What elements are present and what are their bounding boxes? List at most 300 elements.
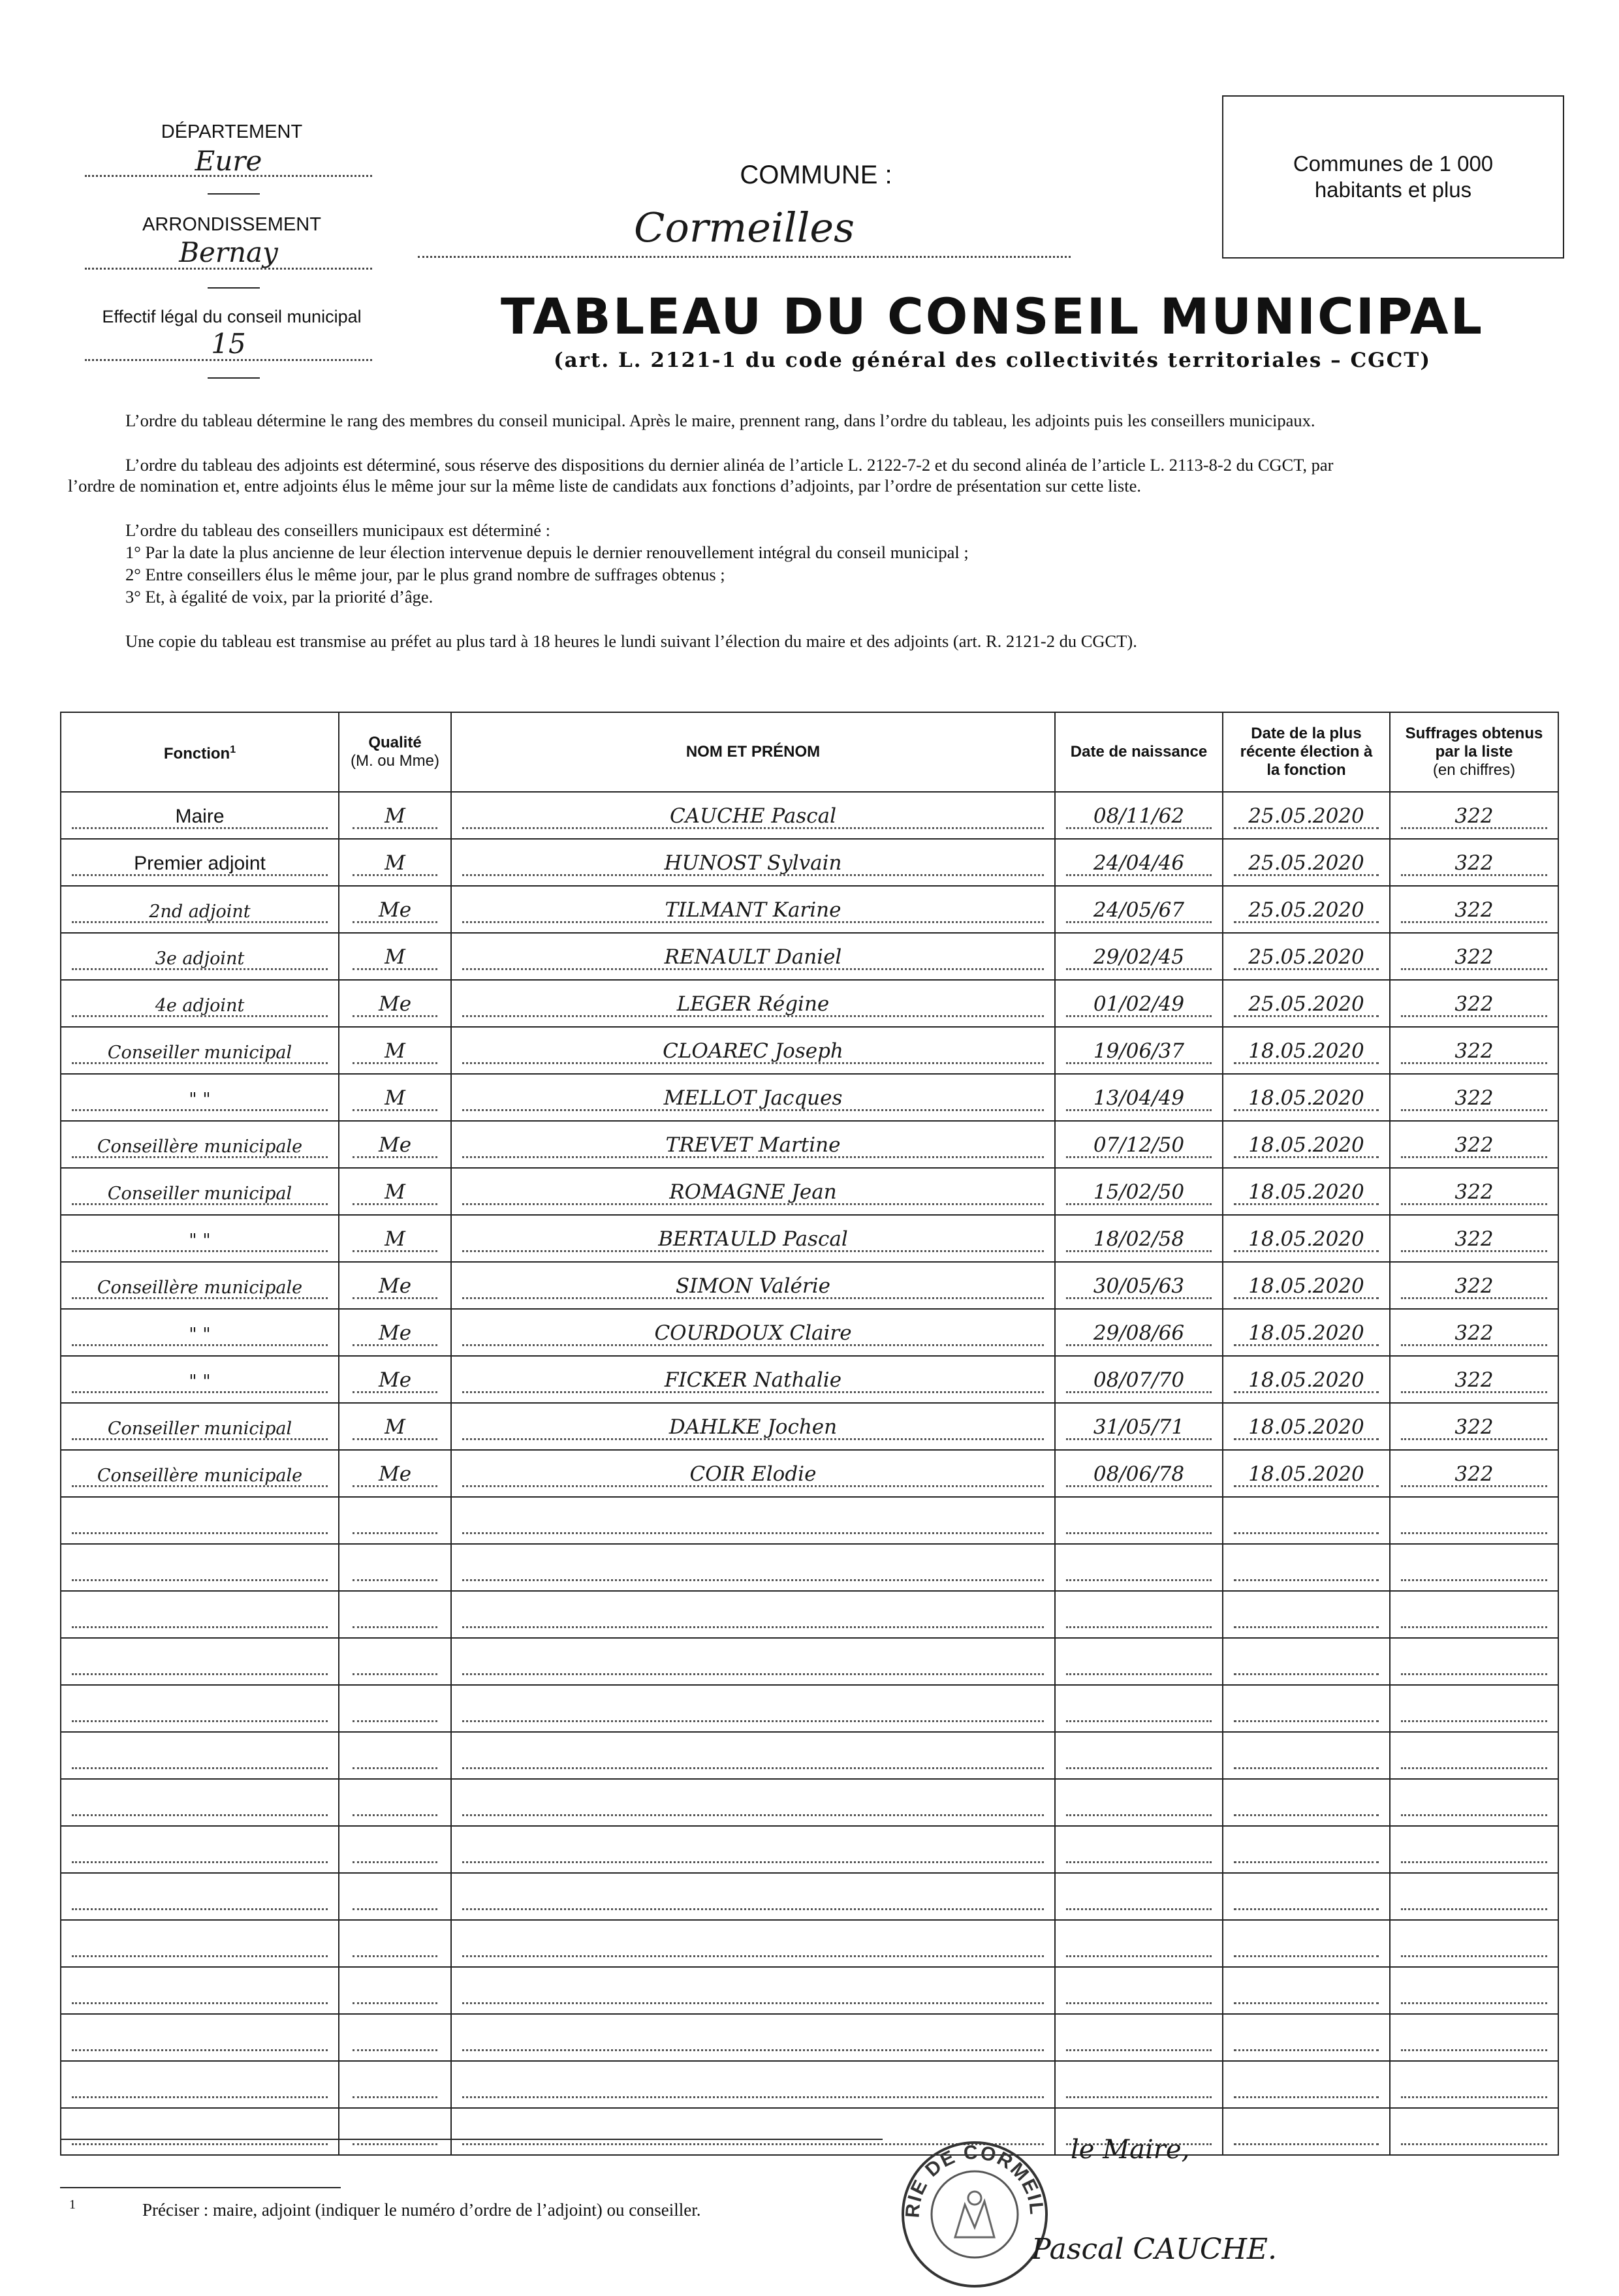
dotted-fill-line — [462, 2002, 1044, 2004]
cell-election — [1223, 1779, 1390, 1826]
cell-election — [1223, 1826, 1390, 1873]
dotted-fill-line — [462, 1767, 1044, 1769]
cell-qualite — [339, 1873, 451, 1920]
cell-suffrages-value: 322 — [1454, 945, 1494, 969]
dotted-fill-line — [1401, 1861, 1547, 1863]
dotted-fill-line — [72, 2002, 328, 2004]
table-row — [61, 886, 1558, 933]
header-qualite-sub: (M. ou Mme) — [350, 752, 439, 770]
cell-fonction-value: Conseiller municipal — [107, 1419, 292, 1439]
cell-election — [1223, 1450, 1390, 1497]
dotted-fill-line — [1234, 2049, 1379, 2051]
cell-nom — [451, 886, 1055, 933]
cell-suffrages — [1390, 1779, 1558, 1826]
dotted-fill-line — [72, 1861, 328, 1863]
header-nom: NOM ET PRÉNOM — [451, 712, 1055, 792]
dotted-fill-line — [462, 1861, 1044, 1863]
paragraph-rank: L’ordre du tableau détermine le rang des membres du conseil municipal. Après le maire, prennent rang, dans l’ordre du tableau, les adjoints puis les conseillers municipaux. — [125, 411, 1315, 430]
paragraph-adjoints-1: L’ordre du tableau des adjoints est déterminé, sous réserve des dispositions du dernier alinéa de l’article L. 2122-7-2 et du second alinéa de l’article L. 2113-8-2 du CGCT, par — [125, 455, 1334, 475]
cell-qualite — [339, 1168, 451, 1215]
table-row — [61, 1920, 1558, 1967]
dotted-fill-line — [1066, 1532, 1212, 1534]
cell-election-value: 25.05.2020 — [1248, 804, 1364, 828]
dotted-fill-line — [353, 1532, 437, 1534]
arrondissement-value: Bernay — [179, 236, 278, 268]
dotted-fill-line — [1401, 1814, 1547, 1816]
cell-qualite — [339, 1544, 451, 1591]
footnote-marker: 1 — [69, 2197, 76, 2212]
commune-size-line1: Communes de 1 000 — [1293, 151, 1494, 176]
cell-qualite-value: Me — [378, 898, 412, 922]
dotted-fill-line — [1401, 2096, 1547, 2098]
paragraph-conseillers-rule2: 2° Entre conseillers élus le même jour, par le plus grand nombre de suffrages obtenus ; — [125, 565, 725, 584]
dotted-fill-line — [1401, 1908, 1547, 1910]
cell-naissance — [1055, 1074, 1223, 1121]
arrondissement-separator — [208, 287, 260, 289]
commune-size-box — [1222, 95, 1564, 259]
table-row — [61, 1638, 1558, 1685]
cell-suffrages — [1390, 1826, 1558, 1873]
cell-suffrages-value: 322 — [1454, 1274, 1494, 1298]
cell-naissance-value: 15/02/50 — [1093, 1180, 1185, 1204]
dotted-fill-line — [1066, 1767, 1212, 1769]
cell-suffrages — [1390, 1403, 1558, 1450]
cell-qualite — [339, 1027, 451, 1074]
cell-suffrages — [1390, 886, 1558, 933]
cell-nom — [451, 839, 1055, 886]
cell-election — [1223, 1544, 1390, 1591]
dotted-fill-line — [462, 1814, 1044, 1816]
dotted-fill-line — [1234, 2096, 1379, 2098]
cell-qualite — [339, 1920, 451, 1967]
cell-suffrages — [1390, 1356, 1558, 1403]
cell-qualite — [339, 1685, 451, 1732]
cell-suffrages — [1390, 1074, 1558, 1121]
cell-qualite — [339, 1591, 451, 1638]
cell-fonction-value: Conseiller municipal — [107, 1184, 292, 1204]
commune-line — [418, 256, 1071, 258]
cell-fonction — [61, 1779, 339, 1826]
cell-fonction — [61, 980, 339, 1027]
table-row — [61, 1826, 1558, 1873]
table-row — [61, 1732, 1558, 1779]
cell-election — [1223, 1121, 1390, 1168]
cell-qualite — [339, 1497, 451, 1544]
cell-election — [1223, 1638, 1390, 1685]
dotted-fill-line — [1234, 2002, 1379, 2004]
dotted-fill-line — [72, 1720, 328, 1722]
dotted-fill-line — [72, 1955, 328, 1957]
paragraph-adjoints-2: l’ordre de nomination et, entre adjoints élus le même jour sur la même liste de candidats aux fonctions d’adjoints, par l’ordre de présentation sur cette liste. — [68, 476, 1141, 495]
cell-election — [1223, 1074, 1390, 1121]
cell-fonction — [61, 2108, 339, 2155]
cell-suffrages — [1390, 1121, 1558, 1168]
cell-qualite — [339, 1262, 451, 1309]
cell-fonction — [61, 1027, 339, 1074]
cell-election — [1223, 1356, 1390, 1403]
cell-nom-value: CLOAREC Joseph — [663, 1039, 843, 1063]
dotted-fill-line — [353, 2002, 437, 2004]
cell-qualite — [339, 1779, 451, 1826]
cell-nom — [451, 1450, 1055, 1497]
cell-election — [1223, 1215, 1390, 1262]
table-row — [61, 1356, 1558, 1403]
cell-suffrages — [1390, 980, 1558, 1027]
cell-nom-value: HUNOST Sylvain — [664, 851, 842, 875]
header-election-line2: récente élection à — [1240, 743, 1373, 761]
dotted-fill-line — [1234, 1532, 1379, 1534]
dotted-fill-line — [1066, 2002, 1212, 2004]
cell-suffrages — [1390, 1638, 1558, 1685]
cell-naissance-value: 18/02/58 — [1093, 1227, 1185, 1251]
dotted-fill-line — [1066, 1861, 1212, 1863]
cell-election — [1223, 2061, 1390, 2108]
page-subtitle: (art. L. 2121-1 du code général des collectivités territoriales – CGCT) — [553, 349, 1432, 372]
dotted-fill-line — [1234, 1861, 1379, 1863]
cell-election — [1223, 1027, 1390, 1074]
table-row — [61, 1027, 1558, 1074]
header-fonction — [61, 712, 339, 792]
cell-election — [1223, 886, 1390, 933]
header-fonction-footnote-marker: 1 — [230, 744, 236, 755]
cell-fonction-value: " " — [189, 1325, 211, 1345]
cell-suffrages-value: 322 — [1454, 1368, 1494, 1392]
table-row — [61, 1403, 1558, 1450]
cell-naissance-value: 29/08/66 — [1093, 1321, 1185, 1345]
cell-qualite-value: M — [385, 804, 405, 828]
cell-fonction — [61, 2014, 339, 2061]
cell-election-value: 18.05.2020 — [1248, 1039, 1364, 1063]
commune-size-line2: habitants et plus — [1314, 178, 1472, 202]
cell-qualite — [339, 1215, 451, 1262]
cell-suffrages — [1390, 933, 1558, 980]
cell-fonction — [61, 1920, 339, 1967]
table-row — [61, 2014, 1558, 2061]
cell-fonction — [61, 839, 339, 886]
table-row — [61, 1544, 1558, 1591]
table-row — [61, 1262, 1558, 1309]
cell-suffrages-value: 322 — [1454, 1180, 1494, 1204]
cell-qualite — [339, 1309, 451, 1356]
cell-naissance — [1055, 1450, 1223, 1497]
dotted-fill-line — [1234, 1814, 1379, 1816]
cell-nom — [451, 1544, 1055, 1591]
cell-naissance — [1055, 1027, 1223, 1074]
cell-qualite-value: Me — [378, 1321, 412, 1345]
header-election-line1: Date de la plus — [1251, 725, 1362, 742]
dotted-fill-line — [1401, 1955, 1547, 1957]
cell-nom-value: MELLOT Jacques — [663, 1086, 843, 1110]
table-row — [61, 1074, 1558, 1121]
cell-nom — [451, 2061, 1055, 2108]
cell-nom — [451, 792, 1055, 839]
cell-nom-value: CAUCHE Pascal — [669, 804, 837, 828]
cell-naissance — [1055, 1356, 1223, 1403]
cell-suffrages — [1390, 2108, 1558, 2155]
cell-suffrages-value: 322 — [1454, 1086, 1494, 1110]
cell-naissance — [1055, 1826, 1223, 1873]
dotted-fill-line — [72, 1814, 328, 1816]
cell-nom — [451, 1121, 1055, 1168]
dotted-fill-line — [72, 1532, 328, 1534]
cell-qualite — [339, 2061, 451, 2108]
cell-qualite — [339, 1403, 451, 1450]
header-naissance: Date de naissance — [1055, 712, 1223, 792]
cell-naissance — [1055, 2014, 1223, 2061]
dotted-fill-line — [1066, 2096, 1212, 2098]
cell-qualite-value: M — [385, 1415, 405, 1439]
dotted-fill-line — [1234, 1955, 1379, 1957]
cell-nom — [451, 1779, 1055, 1826]
dotted-fill-line — [462, 1579, 1044, 1581]
cell-nom — [451, 1356, 1055, 1403]
cell-fonction — [61, 1168, 339, 1215]
cell-election — [1223, 792, 1390, 839]
cell-qualite-value: Me — [378, 1274, 412, 1298]
cell-fonction-value: 3e adjoint — [155, 949, 245, 969]
dotted-fill-line — [1234, 2143, 1379, 2145]
cell-qualite — [339, 1638, 451, 1685]
cell-fonction-value: " " — [189, 1231, 211, 1251]
cell-election — [1223, 1685, 1390, 1732]
dotted-fill-line — [1066, 1626, 1212, 1628]
dotted-fill-line — [462, 1532, 1044, 1534]
cell-naissance — [1055, 1638, 1223, 1685]
dotted-fill-line — [72, 2143, 328, 2145]
table-header-row — [61, 712, 1558, 792]
dotted-fill-line — [1234, 1908, 1379, 1910]
stamp-seal-icon — [893, 2130, 1056, 2293]
cell-election — [1223, 1873, 1390, 1920]
header-suffrages-line2: par la liste — [1435, 743, 1513, 761]
cell-naissance — [1055, 1262, 1223, 1309]
dotted-fill-line — [1401, 1532, 1547, 1534]
cell-nom — [451, 2014, 1055, 2061]
dotted-fill-line — [1401, 2143, 1547, 2145]
cell-election — [1223, 2108, 1390, 2155]
dotted-fill-line — [1066, 1579, 1212, 1581]
table-row — [61, 1168, 1558, 1215]
dotted-fill-line — [1401, 1720, 1547, 1722]
header-election — [1223, 712, 1390, 792]
cell-naissance — [1055, 1779, 1223, 1826]
cell-naissance — [1055, 1215, 1223, 1262]
cell-fonction-value: Premier adjoint — [134, 853, 266, 874]
cell-election-value: 18.05.2020 — [1248, 1321, 1364, 1345]
dotted-fill-line — [1066, 1814, 1212, 1816]
cell-election — [1223, 1591, 1390, 1638]
dotted-fill-line — [1401, 2049, 1547, 2051]
cell-qualite — [339, 886, 451, 933]
cell-qualite — [339, 839, 451, 886]
cell-fonction — [61, 1215, 339, 1262]
signature-name: Pascal CAUCHE. — [1031, 2233, 1278, 2266]
cell-nom — [451, 1262, 1055, 1309]
dotted-fill-line — [353, 1673, 437, 1675]
table-row — [61, 1685, 1558, 1732]
cell-fonction — [61, 933, 339, 980]
header-suffrages-line3: (en chiffres) — [1432, 761, 1516, 779]
svg-text:MAIRIE DE CORMEILLES: RIE DE CORMEIL — [902, 2141, 1048, 2219]
cell-suffrages — [1390, 1873, 1558, 1920]
cell-qualite — [339, 1074, 451, 1121]
cell-suffrages — [1390, 1309, 1558, 1356]
cell-fonction-value: 4e adjoint — [155, 996, 245, 1016]
table-bottom-rule — [60, 2139, 883, 2140]
cell-suffrages — [1390, 1920, 1558, 1967]
table-row — [61, 1591, 1558, 1638]
dotted-fill-line — [1401, 1767, 1547, 1769]
header-suffrages-line1: Suffrages obtenus — [1405, 725, 1543, 742]
mairie-stamp — [893, 2130, 1056, 2293]
table-row — [61, 1779, 1558, 1826]
council-table — [60, 712, 1559, 2156]
departement-separator — [208, 193, 260, 195]
cell-nom — [451, 1403, 1055, 1450]
cell-naissance — [1055, 1121, 1223, 1168]
cell-suffrages-value: 322 — [1454, 1415, 1494, 1439]
cell-qualite — [339, 1732, 451, 1779]
cell-fonction — [61, 1873, 339, 1920]
dotted-fill-line — [1401, 1626, 1547, 1628]
cell-suffrages — [1390, 2014, 1558, 2061]
dotted-fill-line — [353, 1720, 437, 1722]
cell-nom — [451, 1685, 1055, 1732]
cell-election-value: 18.05.2020 — [1248, 1133, 1364, 1157]
cell-suffrages — [1390, 1544, 1558, 1591]
cell-election — [1223, 1732, 1390, 1779]
dotted-fill-line — [353, 1861, 437, 1863]
dotted-fill-line — [72, 1908, 328, 1910]
dotted-fill-line — [353, 1579, 437, 1581]
cell-qualite — [339, 1826, 451, 1873]
header-election-line3: la fonction — [1266, 761, 1346, 779]
effectif-label: Effectif légal du conseil municipal — [102, 307, 362, 326]
dotted-fill-line — [1234, 1720, 1379, 1722]
cell-suffrages — [1390, 1967, 1558, 2014]
cell-qualite — [339, 2108, 451, 2155]
cell-nom — [451, 980, 1055, 1027]
cell-suffrages-value: 322 — [1454, 992, 1494, 1016]
signature-title: le Maire, — [1071, 2135, 1190, 2165]
cell-qualite — [339, 1356, 451, 1403]
cell-nom — [451, 1215, 1055, 1262]
table-row — [61, 1450, 1558, 1497]
table-row — [61, 1309, 1558, 1356]
cell-nom-value: LEGER Régine — [676, 992, 830, 1016]
cell-nom-value: SIMON Valérie — [676, 1274, 830, 1298]
cell-naissance — [1055, 886, 1223, 933]
dotted-fill-line — [72, 1767, 328, 1769]
cell-nom-value: BERTAULD Pascal — [658, 1227, 848, 1251]
cell-nom — [451, 1074, 1055, 1121]
cell-nom — [451, 1873, 1055, 1920]
cell-suffrages-value: 322 — [1454, 898, 1494, 922]
cell-naissance-value: 08/11/62 — [1093, 804, 1185, 828]
cell-fonction — [61, 1074, 339, 1121]
cell-fonction — [61, 1638, 339, 1685]
dotted-fill-line — [72, 2096, 328, 2098]
cell-nom-value: COIR Elodie — [689, 1462, 817, 1486]
cell-suffrages-value: 322 — [1454, 1039, 1494, 1063]
cell-fonction-value: Maire — [175, 806, 225, 827]
table-row — [61, 1215, 1558, 1262]
cell-nom — [451, 1638, 1055, 1685]
cell-nom — [451, 1920, 1055, 1967]
cell-fonction — [61, 792, 339, 839]
table-row — [61, 980, 1558, 1027]
cell-naissance-value: 08/07/70 — [1093, 1368, 1185, 1392]
cell-naissance — [1055, 1685, 1223, 1732]
cell-naissance-value: 29/02/45 — [1093, 945, 1185, 969]
cell-nom — [451, 1168, 1055, 1215]
cell-nom — [451, 1497, 1055, 1544]
cell-election-value: 25.05.2020 — [1248, 992, 1364, 1016]
cell-suffrages — [1390, 1215, 1558, 1262]
cell-suffrages — [1390, 839, 1558, 886]
cell-naissance — [1055, 1920, 1223, 1967]
table-body — [61, 792, 1558, 2155]
cell-qualite — [339, 980, 451, 1027]
dotted-fill-line — [1401, 1579, 1547, 1581]
cell-fonction-value: " " — [189, 1372, 211, 1392]
dotted-fill-line — [353, 1767, 437, 1769]
cell-naissance — [1055, 933, 1223, 980]
cell-fonction — [61, 1356, 339, 1403]
paragraph-conseillers-rule3: 3° Et, à égalité de voix, par la priorité d’âge. — [125, 587, 433, 606]
header-qualite — [339, 712, 451, 792]
cell-naissance — [1055, 1497, 1223, 1544]
dotted-fill-line — [1401, 1673, 1547, 1675]
cell-election-value: 18.05.2020 — [1248, 1368, 1364, 1392]
paragraph-conseillers: L’ordre du tableau des conseillers municipaux est déterminé : — [125, 520, 551, 540]
footnote-text: Préciser : maire, adjoint (indiquer le numéro d’ordre de l’adjoint) ou conseiller. — [142, 2200, 701, 2220]
dotted-fill-line — [462, 1908, 1044, 1910]
cell-fonction — [61, 1450, 339, 1497]
cell-fonction — [61, 1262, 339, 1309]
dotted-fill-line — [1401, 2002, 1547, 2004]
cell-suffrages-value: 322 — [1454, 1462, 1494, 1486]
cell-fonction-value: 2nd adjoint — [149, 902, 251, 922]
cell-qualite-value: M — [385, 851, 405, 875]
cell-suffrages — [1390, 1027, 1558, 1074]
cell-qualite — [339, 1121, 451, 1168]
dotted-fill-line — [353, 2049, 437, 2051]
cell-election — [1223, 1168, 1390, 1215]
cell-election — [1223, 2014, 1390, 2061]
dotted-fill-line — [462, 1673, 1044, 1675]
dotted-fill-line — [353, 1955, 437, 1957]
cell-nom-value: DAHLKE Jochen — [668, 1415, 838, 1439]
cell-naissance — [1055, 1168, 1223, 1215]
cell-qualite-value: Me — [378, 992, 412, 1016]
cell-naissance — [1055, 1873, 1223, 1920]
cell-nom — [451, 933, 1055, 980]
cell-election-value: 18.05.2020 — [1248, 1180, 1364, 1204]
paragraph-conseillers-rule1: 1° Par la date la plus ancienne de leur élection intervenue depuis le dernier renouvellement intégral du conseil municipal ; — [125, 543, 969, 562]
cell-election-value: 18.05.2020 — [1248, 1227, 1364, 1251]
table-row — [61, 1121, 1558, 1168]
cell-naissance-value: 30/05/63 — [1093, 1274, 1185, 1298]
cell-fonction — [61, 1403, 339, 1450]
table-row — [61, 792, 1558, 839]
cell-nom — [451, 1826, 1055, 1873]
header-suffrages — [1390, 712, 1558, 792]
cell-nom-value: ROMAGNE Jean — [669, 1180, 837, 1204]
header-fonction-label: Fonction — [163, 745, 230, 763]
cell-qualite-value: M — [385, 1227, 405, 1251]
cell-naissance-value: 24/05/67 — [1093, 898, 1185, 922]
